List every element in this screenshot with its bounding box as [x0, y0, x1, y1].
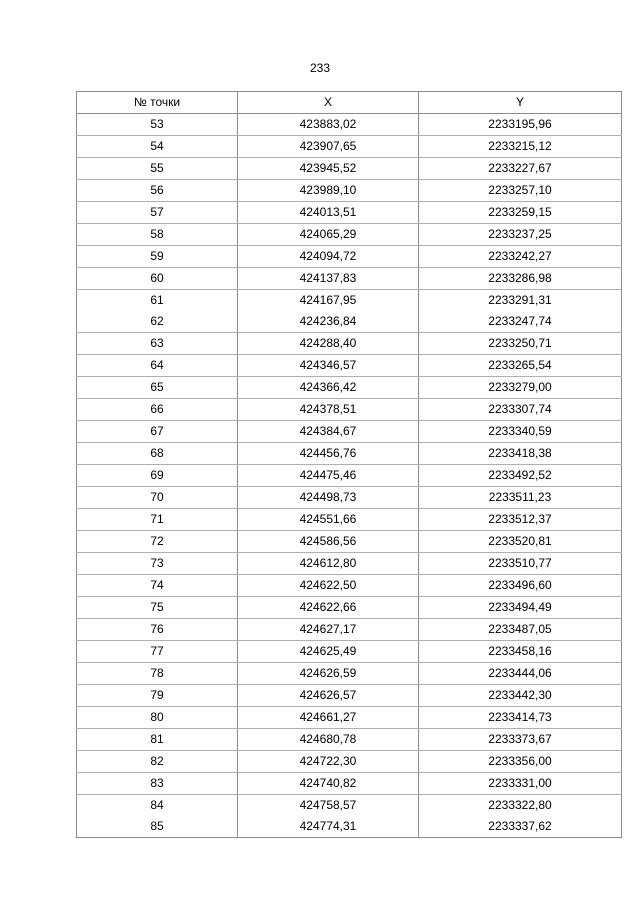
cell-x: 424366,42 — [238, 377, 419, 399]
cell-y: 2233237,25 — [419, 224, 622, 246]
cell-point-number: 70 — [77, 487, 238, 509]
table-row — [77, 663, 622, 685]
table-row — [77, 377, 622, 399]
table-row — [77, 224, 622, 246]
cell-x: 424498,73 — [238, 487, 419, 509]
table-row — [77, 333, 622, 355]
cell-y: 2233496,60 — [419, 575, 622, 597]
cell-point-number: 68 — [77, 443, 238, 465]
cell-x: 424758,57 — [238, 795, 419, 817]
cell-y: 2233265,54 — [419, 355, 622, 377]
table-row — [77, 399, 622, 421]
table-row — [77, 816, 622, 838]
table-header — [77, 92, 622, 114]
table-row — [77, 685, 622, 707]
table-row — [77, 202, 622, 224]
cell-y: 2233510,77 — [419, 553, 622, 575]
cell-point-number: 77 — [77, 641, 238, 663]
cell-y: 2233373,67 — [419, 729, 622, 751]
cell-x: 424622,50 — [238, 575, 419, 597]
cell-y: 2233512,37 — [419, 509, 622, 531]
cell-x: 424625,49 — [238, 641, 419, 663]
cell-point-number: 69 — [77, 465, 238, 487]
cell-x: 424475,46 — [238, 465, 419, 487]
cell-x: 424065,29 — [238, 224, 419, 246]
cell-point-number: 66 — [77, 399, 238, 421]
table-row — [77, 597, 622, 619]
cell-point-number: 78 — [77, 663, 238, 685]
cell-x: 424167,95 — [238, 290, 419, 312]
cell-y: 2233492,52 — [419, 465, 622, 487]
cell-x: 423945,52 — [238, 158, 419, 180]
cell-y: 2233307,74 — [419, 399, 622, 421]
cell-point-number: 58 — [77, 224, 238, 246]
cell-point-number: 60 — [77, 268, 238, 290]
cell-x: 424378,51 — [238, 399, 419, 421]
cell-x: 424612,80 — [238, 553, 419, 575]
cell-x: 424774,31 — [238, 816, 419, 838]
cell-point-number: 73 — [77, 553, 238, 575]
table-row — [77, 290, 622, 312]
cell-y: 2233458,16 — [419, 641, 622, 663]
cell-point-number: 55 — [77, 158, 238, 180]
cell-y: 2233286,98 — [419, 268, 622, 290]
cell-y: 2233227,67 — [419, 158, 622, 180]
cell-point-number: 74 — [77, 575, 238, 597]
cell-x: 423989,10 — [238, 180, 419, 202]
cell-point-number: 53 — [77, 114, 238, 136]
table-row — [77, 531, 622, 553]
cell-x: 423907,65 — [238, 136, 419, 158]
table-row — [77, 311, 622, 333]
cell-x: 424456,76 — [238, 443, 419, 465]
table-row — [77, 114, 622, 136]
cell-point-number: 54 — [77, 136, 238, 158]
cell-point-number: 72 — [77, 531, 238, 553]
coordinates-table — [76, 91, 622, 838]
table-row — [77, 509, 622, 531]
page-number: 233 — [309, 61, 331, 75]
cell-y: 2233215,12 — [419, 136, 622, 158]
cell-point-number: 61 — [77, 290, 238, 312]
table-row — [77, 246, 622, 268]
cell-y: 2233195,96 — [419, 114, 622, 136]
cell-y: 2233331,00 — [419, 773, 622, 795]
cell-x: 424680,78 — [238, 729, 419, 751]
cell-point-number: 82 — [77, 751, 238, 773]
table-row — [77, 795, 622, 817]
cell-y: 2233291,31 — [419, 290, 622, 312]
cell-y: 2233337,62 — [419, 816, 622, 838]
cell-x: 424722,30 — [238, 751, 419, 773]
cell-x: 423883,02 — [238, 114, 419, 136]
cell-y: 2233259,15 — [419, 202, 622, 224]
table-row — [77, 553, 622, 575]
cell-point-number: 79 — [77, 685, 238, 707]
table-row — [77, 180, 622, 202]
cell-point-number: 62 — [77, 311, 238, 333]
header-point-number: № точки — [77, 92, 238, 114]
table-row — [77, 465, 622, 487]
table-row — [77, 751, 622, 773]
cell-x: 424137,83 — [238, 268, 419, 290]
cell-point-number: 76 — [77, 619, 238, 641]
cell-y: 2233520,81 — [419, 531, 622, 553]
cell-y: 2233511,23 — [419, 487, 622, 509]
cell-y: 2233356,00 — [419, 751, 622, 773]
cell-point-number: 57 — [77, 202, 238, 224]
cell-point-number: 64 — [77, 355, 238, 377]
cell-y: 2233487,05 — [419, 619, 622, 641]
cell-x: 424586,56 — [238, 531, 419, 553]
cell-x: 424626,59 — [238, 663, 419, 685]
cell-point-number: 65 — [77, 377, 238, 399]
header-row — [77, 92, 622, 114]
cell-x: 424288,40 — [238, 333, 419, 355]
cell-y: 2233414,73 — [419, 707, 622, 729]
cell-y: 2233322,80 — [419, 795, 622, 817]
table-row — [77, 773, 622, 795]
table-row — [77, 158, 622, 180]
cell-point-number: 59 — [77, 246, 238, 268]
cell-y: 2233444,06 — [419, 663, 622, 685]
table-row — [77, 421, 622, 443]
cell-y: 2233442,30 — [419, 685, 622, 707]
cell-x: 424626,57 — [238, 685, 419, 707]
table-row — [77, 641, 622, 663]
table-body — [77, 114, 622, 838]
cell-point-number: 63 — [77, 333, 238, 355]
cell-x: 424013,51 — [238, 202, 419, 224]
cell-point-number: 81 — [77, 729, 238, 751]
table-row — [77, 619, 622, 641]
cell-point-number: 80 — [77, 707, 238, 729]
cell-y: 2233418,38 — [419, 443, 622, 465]
cell-point-number: 85 — [77, 816, 238, 838]
cell-y: 2233250,71 — [419, 333, 622, 355]
table-row — [77, 355, 622, 377]
cell-x: 424661,27 — [238, 707, 419, 729]
cell-x: 424627,17 — [238, 619, 419, 641]
cell-y: 2233340,59 — [419, 421, 622, 443]
cell-x: 424622,66 — [238, 597, 419, 619]
table-row — [77, 443, 622, 465]
table-row — [77, 707, 622, 729]
table-row — [77, 268, 622, 290]
table-row — [77, 487, 622, 509]
cell-y: 2233247,74 — [419, 311, 622, 333]
header-x: X — [238, 92, 419, 114]
cell-x: 424384,67 — [238, 421, 419, 443]
cell-x: 424346,57 — [238, 355, 419, 377]
cell-x: 424551,66 — [238, 509, 419, 531]
cell-point-number: 75 — [77, 597, 238, 619]
cell-y: 2233242,27 — [419, 246, 622, 268]
cell-x: 424094,72 — [238, 246, 419, 268]
header-y: Y — [419, 92, 622, 114]
cell-y: 2233494,49 — [419, 597, 622, 619]
cell-point-number: 84 — [77, 795, 238, 817]
cell-y: 2233279,00 — [419, 377, 622, 399]
table-row — [77, 136, 622, 158]
cell-y: 2233257,10 — [419, 180, 622, 202]
cell-point-number: 71 — [77, 509, 238, 531]
cell-x: 424236,84 — [238, 311, 419, 333]
cell-point-number: 67 — [77, 421, 238, 443]
cell-point-number: 56 — [77, 180, 238, 202]
cell-point-number: 83 — [77, 773, 238, 795]
table-row — [77, 729, 622, 751]
table-row — [77, 575, 622, 597]
cell-x: 424740,82 — [238, 773, 419, 795]
